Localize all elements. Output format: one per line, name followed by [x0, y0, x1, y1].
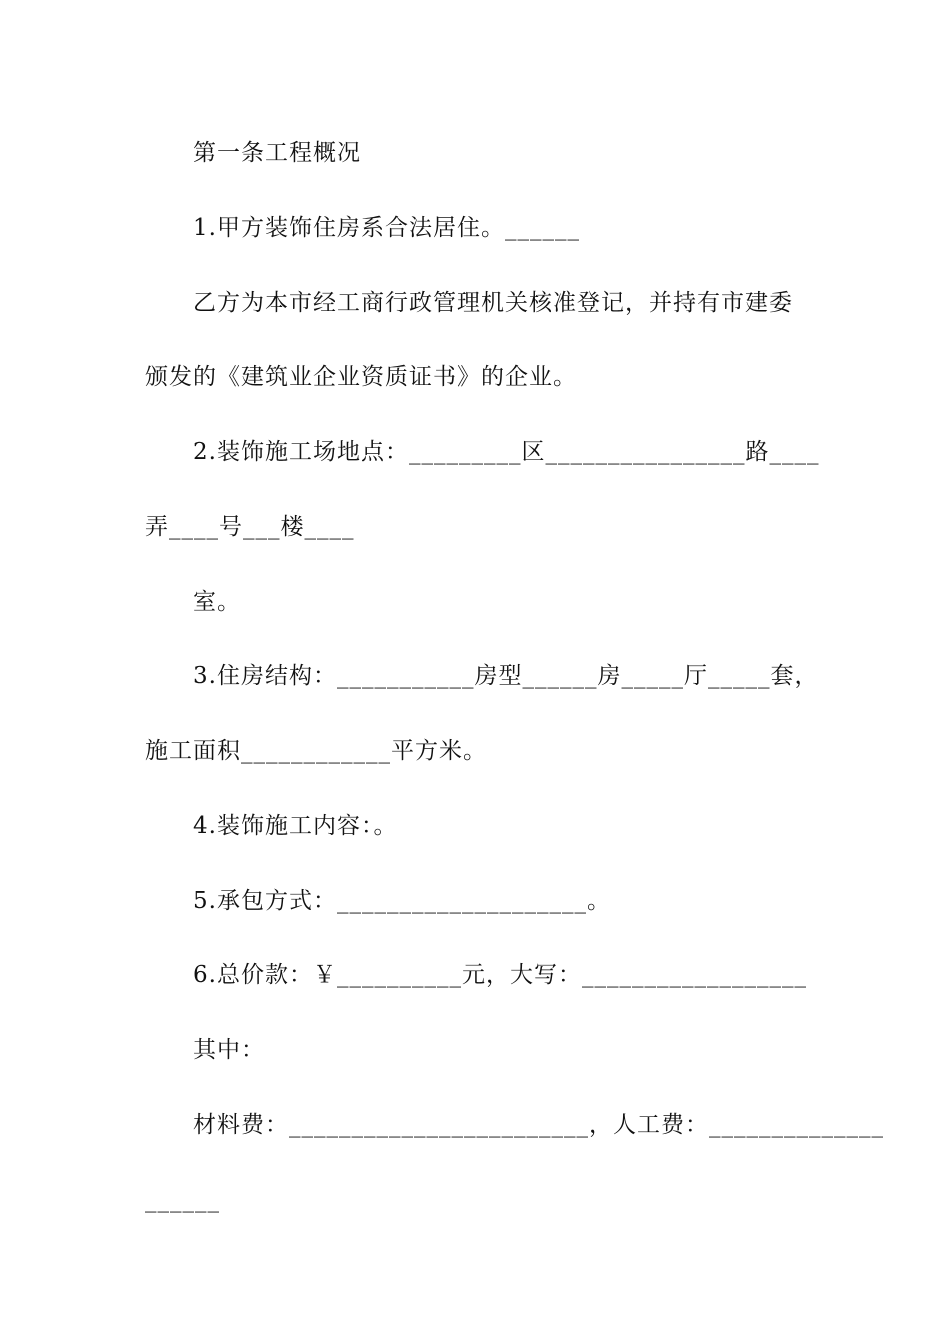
clause-3-structure-line1: 3.住房结构：___________房型______房_____厅_____套， [193, 663, 819, 689]
clause-5-contract-method: 5.承包方式：____________________。 [193, 888, 611, 914]
clause-2-site-line1: 2.装饰施工场地点：_________区________________路____ [193, 439, 820, 465]
clause-contractor-line1: 乙方为本市经工商行政管理机关核准登记，并持有市建委 [193, 290, 793, 316]
clause-1-residence: 1.甲方装饰住房系合法居住。______ [193, 215, 580, 241]
clause-fees-line2: ______ [145, 1187, 220, 1213]
clause-4-content: 4.装饰施工内容：。 [193, 813, 398, 839]
clause-3-structure-line2: 施工面积____________平方米。 [145, 738, 487, 764]
clause-fees-line1: 材料费：________________________，人工费：______________ [193, 1112, 884, 1138]
clause-breakdown-label: 其中： [193, 1037, 265, 1063]
clause-contractor-line2: 颁发的《建筑业企业资质证书》的企业。 [145, 364, 577, 390]
clause-2-site-line3: 室。 [193, 589, 241, 615]
clause-2-site-line2: 弄____号___楼____ [145, 514, 355, 540]
clause-6-total-price: 6.总价款：￥__________元，大写：__________________ [193, 962, 807, 988]
section-heading: 第一条工程概况 [193, 140, 361, 166]
